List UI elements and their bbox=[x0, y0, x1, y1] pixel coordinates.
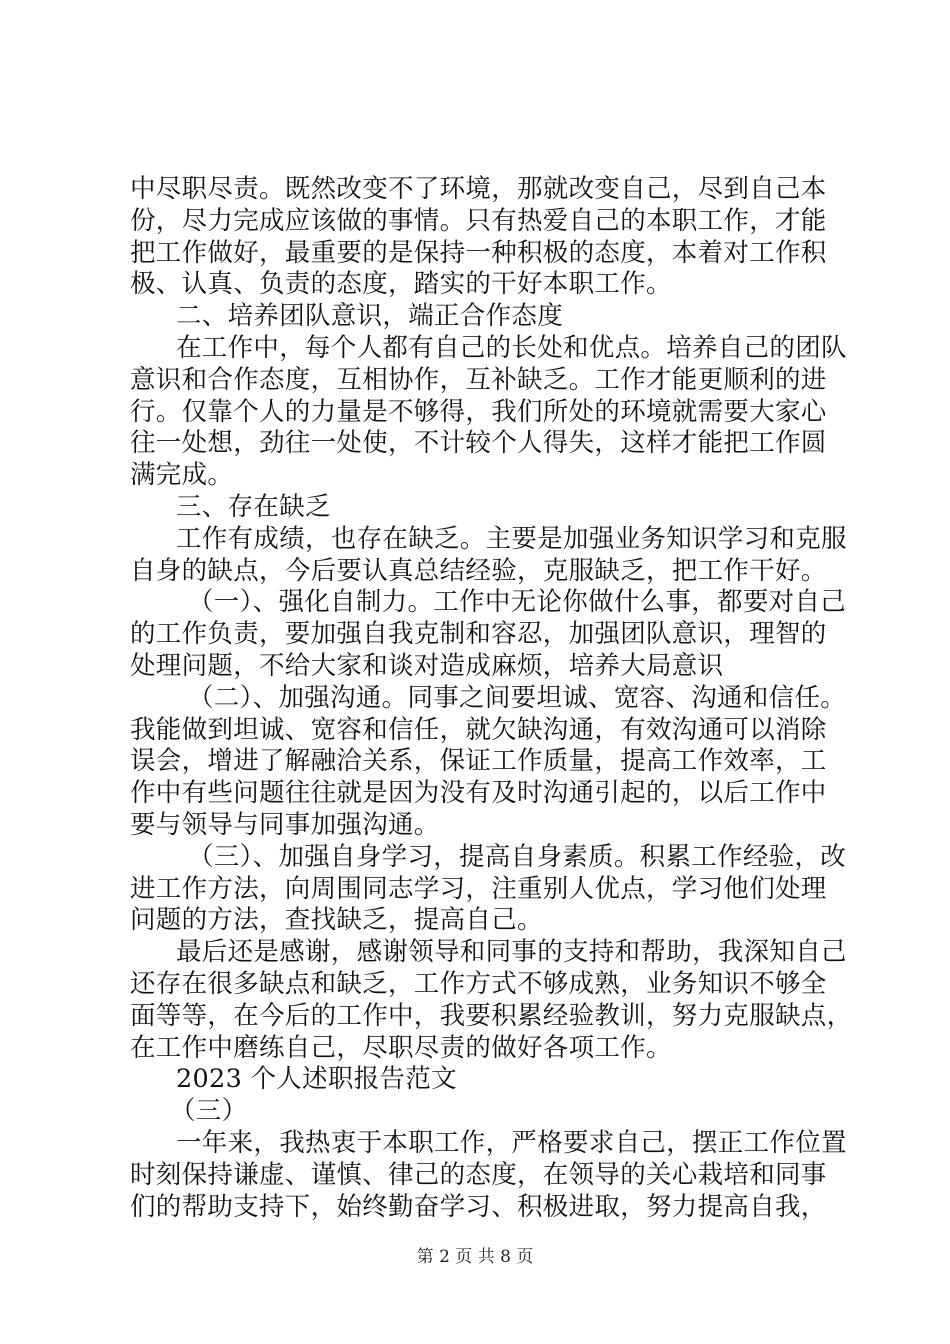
body-line: 极、认真、负责的态度，踏实的干好本职工作。 bbox=[130, 269, 672, 300]
subsection-1: （一）、强化自制力。工作中无论你做什么事，都要对自己 bbox=[188, 587, 847, 618]
document-title: 2023 个人述职报告范文 bbox=[176, 1064, 457, 1095]
body-line: 意识和合作态度，互相协作，互补缺乏。工作才能更顺利的进 bbox=[130, 364, 827, 395]
body-line: 处理问题，不给大家和谈对造成麻烦，培养大局意识 bbox=[130, 650, 724, 681]
subsection-2: （二）、加强沟通。同事之间要坦诚、宽容、沟通和信任。 bbox=[188, 682, 847, 713]
body-line: 中尽职尽责。既然改变不了环境，那就改变自己，尽到自己本 bbox=[130, 174, 827, 204]
page-number-footer: 第 2 页 共 8 页 bbox=[416, 1247, 534, 1267]
body-line: 面等等，在今后的工作中，我要积累经验教训，努力克服缺点， bbox=[130, 1000, 853, 1031]
body-line: 们的帮助支持下，始终勤奋学习、积极进取，努力提高自我， bbox=[130, 1191, 827, 1222]
body-line: 满完成。 bbox=[130, 460, 234, 491]
document-body bbox=[130, 174, 853, 1223]
body-line: 误会，增进了解融洽关系，保证工作质量，提高工作效率，工 bbox=[130, 746, 827, 777]
body-line: 往一处想，劲往一处使，不计较个人得失，这样才能把工作圆 bbox=[130, 428, 827, 459]
section-heading-2: 二、培养团队意识，端正合作态度 bbox=[176, 301, 564, 332]
body-line: 工作有成绩，也存在缺乏。主要是加强业务知识学习和克服 bbox=[176, 523, 847, 554]
body-line: 的工作负责，要加强自我克制和容忍，加强团队意识，理智的 bbox=[130, 619, 827, 650]
section-heading-3: 三、存在缺乏 bbox=[176, 491, 331, 522]
body-line: 我能做到坦诚、宽容和信任，就欠缺沟通，有效沟通可以消除 bbox=[130, 714, 827, 745]
body-line: 时刻保持谦虚、谨慎、律己的态度，在领导的关心栽培和同事 bbox=[130, 1159, 827, 1190]
body-line: 作中有些问题往往就是因为没有及时沟通引起的，以后工作中 bbox=[130, 778, 827, 809]
body-line: 最后还是感谢，感谢领导和同事的支持和帮助，我深知自己 bbox=[176, 937, 847, 968]
body-line: 把工作做好，最重要的是保持一种积极的态度，本着对工作积 bbox=[130, 237, 827, 268]
body-line: 份，尽力完成应该做的事情。只有热爱自己的本职工作，才能 bbox=[130, 205, 827, 236]
body-line: 问题的方法，查找缺乏，提高自己。 bbox=[130, 905, 543, 936]
body-line: 进工作方法，向周围同志学习，注重别人优点，学习他们处理 bbox=[130, 873, 827, 904]
body-line: 还存在很多缺点和缺乏，工作方式不够成熟，业务知识不够全 bbox=[130, 968, 827, 999]
body-line: 自身的缺点，今后要认真总结经验，克服缺乏，把工作干好。 bbox=[130, 555, 827, 586]
body-line: 在工作中，每个人都有自己的长处和优点。培养自己的团队 bbox=[176, 332, 847, 363]
body-line: 要与领导与同事加强沟通。 bbox=[130, 809, 440, 840]
body-line: 行。仅靠个人的力量是不够得，我们所处的环境就需要大家心 bbox=[130, 396, 827, 427]
body-line: 一年来，我热衷于本职工作，严格要求自己，摆正工作位置 bbox=[176, 1127, 847, 1158]
title-number: （三） bbox=[170, 1096, 248, 1127]
body-line: 在工作中磨练自己，尽职尽责的做好各项工作。 bbox=[130, 1032, 672, 1063]
subsection-3: （三）、加强自身学习，提高自身素质。积累工作经验，改 bbox=[188, 841, 847, 872]
